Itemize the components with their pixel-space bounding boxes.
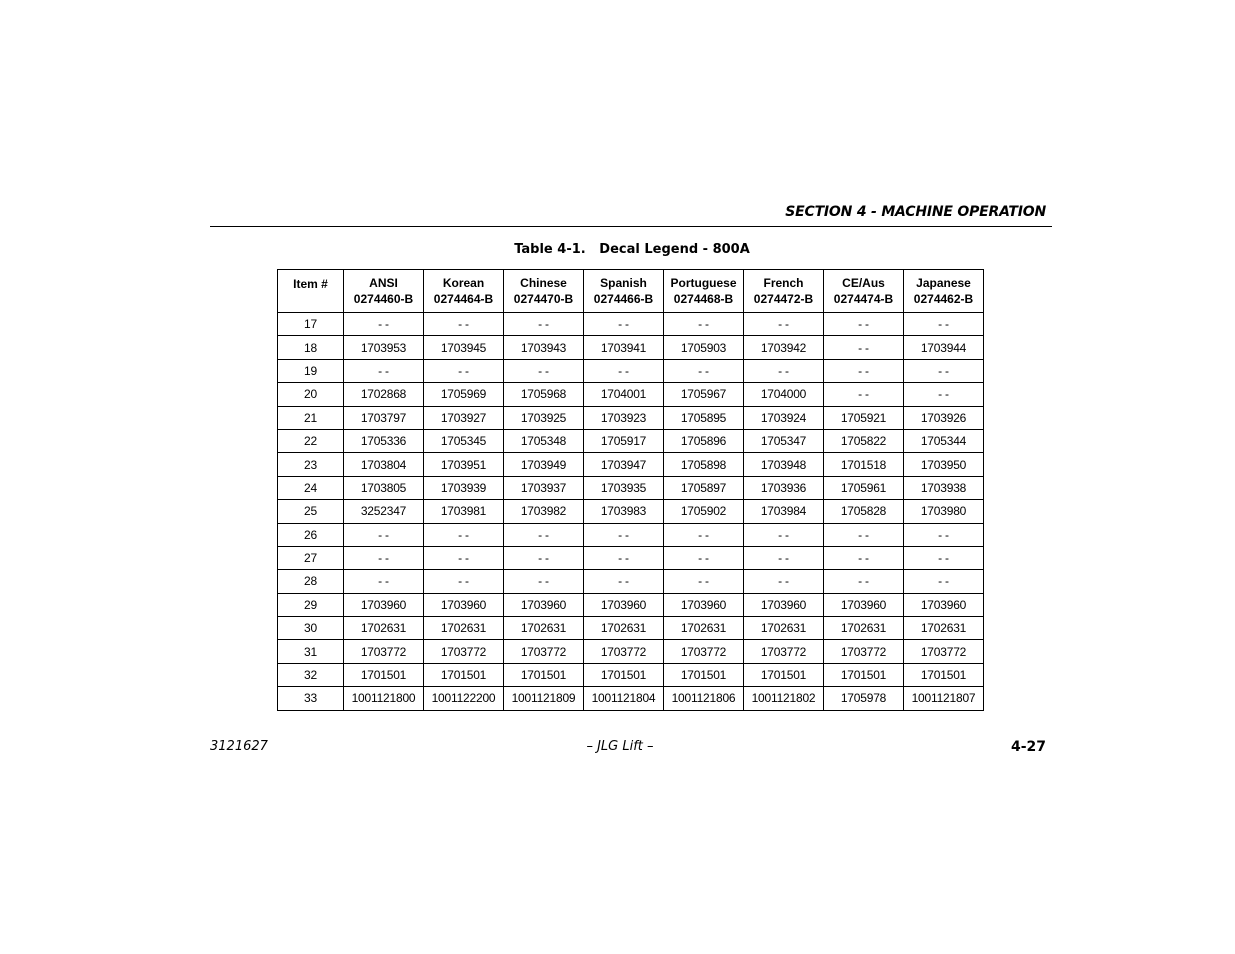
table-row <box>278 500 984 523</box>
column-header-label: ANSI <box>369 276 398 290</box>
part-number-cell: 1705961 <box>824 476 904 499</box>
part-number-cell: - - <box>904 359 984 382</box>
part-number-cell: 1705895 <box>664 406 744 429</box>
column-header-part-number: 0274474-B <box>833 292 894 306</box>
part-number-cell: 1701501 <box>424 663 504 686</box>
item-number-cell: 27 <box>278 546 344 569</box>
table-row <box>278 476 984 499</box>
part-number-cell: 1703936 <box>744 476 824 499</box>
part-number-cell: 1705344 <box>904 429 984 452</box>
item-number-cell: 23 <box>278 453 344 476</box>
part-number-cell: 1703950 <box>904 453 984 476</box>
part-number-cell: - - <box>584 570 664 593</box>
part-number-cell: 1703939 <box>424 476 504 499</box>
part-number-cell: 1705348 <box>504 429 584 452</box>
part-number-cell: 1702631 <box>584 617 664 640</box>
part-number-cell: - - <box>584 313 664 336</box>
part-number-cell: 1701501 <box>344 663 424 686</box>
part-number-cell: 1703772 <box>664 640 744 663</box>
table-row <box>278 383 984 406</box>
item-number-cell: 33 <box>278 687 344 710</box>
table-row <box>278 640 984 663</box>
part-number-cell: 1001121804 <box>584 687 664 710</box>
column-header <box>664 270 744 313</box>
item-number-cell: 17 <box>278 313 344 336</box>
part-number-cell: 1701501 <box>904 663 984 686</box>
part-number-cell: 1705345 <box>424 429 504 452</box>
table-row <box>278 663 984 686</box>
part-number-cell: - - <box>904 383 984 406</box>
footer-brand: – JLG Lift – <box>586 739 654 754</box>
column-header <box>424 270 504 313</box>
part-number-cell: 1703983 <box>584 500 664 523</box>
table-row <box>278 687 984 710</box>
part-number-cell: 1703938 <box>904 476 984 499</box>
part-number-cell: 1703925 <box>504 406 584 429</box>
part-number-cell: - - <box>584 359 664 382</box>
part-number-cell: 1703797 <box>344 406 424 429</box>
part-number-cell: 1705978 <box>824 687 904 710</box>
table-row <box>278 546 984 569</box>
column-header-part-number: 0274468-B <box>673 292 734 306</box>
item-number-cell: 19 <box>278 359 344 382</box>
part-number-cell: - - <box>504 523 584 546</box>
part-number-cell: 1701501 <box>824 663 904 686</box>
part-number-cell: 1703960 <box>824 593 904 616</box>
table-row <box>278 429 984 452</box>
part-number-cell: 1701501 <box>744 663 824 686</box>
part-number-cell: 1705347 <box>744 429 824 452</box>
part-number-cell: 1703960 <box>424 593 504 616</box>
item-number-cell: 32 <box>278 663 344 686</box>
part-number-cell: - - <box>424 359 504 382</box>
part-number-cell: 1703960 <box>584 593 664 616</box>
part-number-cell: - - <box>504 313 584 336</box>
part-number-cell: 1703951 <box>424 453 504 476</box>
part-number-cell: 1705822 <box>824 429 904 452</box>
part-number-cell: 1702631 <box>904 617 984 640</box>
part-number-cell: 1705968 <box>504 383 584 406</box>
part-number-cell: - - <box>424 546 504 569</box>
part-number-cell: 1703945 <box>424 336 504 359</box>
item-number-cell: 31 <box>278 640 344 663</box>
part-number-cell: 1001121806 <box>664 687 744 710</box>
column-header-part-number: 0274472-B <box>753 292 814 306</box>
part-number-cell: 1703982 <box>504 500 584 523</box>
part-number-cell: 1705903 <box>664 336 744 359</box>
part-number-cell: 1703942 <box>744 336 824 359</box>
part-number-cell: 1703960 <box>904 593 984 616</box>
part-number-cell: 1702868 <box>344 383 424 406</box>
part-number-cell: - - <box>904 570 984 593</box>
part-number-cell: 1703980 <box>904 500 984 523</box>
part-number-cell: 1001121800 <box>344 687 424 710</box>
part-number-cell: - - <box>664 523 744 546</box>
part-number-cell: 1703935 <box>584 476 664 499</box>
part-number-cell: 1705921 <box>824 406 904 429</box>
part-number-cell: - - <box>744 570 824 593</box>
part-number-cell: 1703943 <box>504 336 584 359</box>
part-number-cell: 1704001 <box>584 383 664 406</box>
part-number-cell: 1702631 <box>344 617 424 640</box>
column-header-part-number: 0274462-B <box>913 292 974 306</box>
part-number-cell: 3252347 <box>344 500 424 523</box>
column-header-label: Korean <box>442 276 485 290</box>
table-row <box>278 313 984 336</box>
document-number: 3121627 <box>210 739 268 754</box>
item-number-cell: 24 <box>278 476 344 499</box>
part-number-cell: - - <box>664 359 744 382</box>
part-number-cell: 1703772 <box>344 640 424 663</box>
table-body <box>278 313 984 711</box>
column-header-label: Chinese <box>520 276 567 290</box>
part-number-cell: - - <box>344 359 424 382</box>
table-row <box>278 617 984 640</box>
part-number-cell: - - <box>824 523 904 546</box>
column-header <box>584 270 664 313</box>
column-header-label: Spanish <box>600 276 647 290</box>
part-number-cell: 1703960 <box>744 593 824 616</box>
part-number-cell: - - <box>504 570 584 593</box>
part-number-cell: - - <box>504 546 584 569</box>
part-number-cell: - - <box>344 546 424 569</box>
header-row <box>278 270 984 313</box>
item-number-cell: 28 <box>278 570 344 593</box>
column-header-item <box>278 270 344 313</box>
table-row <box>278 523 984 546</box>
part-number-cell: 1703772 <box>824 640 904 663</box>
part-number-cell: 1703949 <box>504 453 584 476</box>
part-number-cell: 1703772 <box>584 640 664 663</box>
part-number-cell: 1705336 <box>344 429 424 452</box>
table-row <box>278 453 984 476</box>
part-number-cell: - - <box>744 313 824 336</box>
column-header-part-number: 0274464-B <box>433 292 494 306</box>
part-number-cell: 1703960 <box>344 593 424 616</box>
item-number-cell: 18 <box>278 336 344 359</box>
part-number-cell: 1703926 <box>904 406 984 429</box>
column-header <box>904 270 984 313</box>
part-number-cell: 1705897 <box>664 476 744 499</box>
part-number-cell: 1702631 <box>664 617 744 640</box>
part-number-cell: 1703772 <box>424 640 504 663</box>
part-number-cell: 1703960 <box>664 593 744 616</box>
part-number-cell: 1702631 <box>504 617 584 640</box>
part-number-cell: - - <box>744 523 824 546</box>
column-header-part-number: 0274466-B <box>593 292 654 306</box>
part-number-cell: 1703923 <box>584 406 664 429</box>
item-number-cell: 20 <box>278 383 344 406</box>
table-row <box>278 336 984 359</box>
part-number-cell: 1001121802 <box>744 687 824 710</box>
part-number-cell: 1703948 <box>744 453 824 476</box>
part-number-cell: - - <box>824 570 904 593</box>
part-number-cell: 1001122200 <box>424 687 504 710</box>
column-header <box>504 270 584 313</box>
part-number-cell: 1701501 <box>664 663 744 686</box>
part-number-cell: 1701501 <box>584 663 664 686</box>
column-header-part-number: 0274460-B <box>353 292 414 306</box>
table-row <box>278 359 984 382</box>
table-title: Table 4-1. Decal Legend - 800A <box>514 242 750 257</box>
part-number-cell: 1703960 <box>504 593 584 616</box>
part-number-cell: 1703984 <box>744 500 824 523</box>
part-number-cell: 1704000 <box>744 383 824 406</box>
part-number-cell: 1001121807 <box>904 687 984 710</box>
table-row <box>278 593 984 616</box>
part-number-cell: 1703981 <box>424 500 504 523</box>
part-number-cell: - - <box>904 313 984 336</box>
column-header <box>744 270 824 313</box>
part-number-cell: - - <box>584 523 664 546</box>
part-number-cell: - - <box>744 359 824 382</box>
part-number-cell: 1703947 <box>584 453 664 476</box>
item-number-cell: 30 <box>278 617 344 640</box>
part-number-cell: - - <box>504 359 584 382</box>
column-header-label: Item # <box>293 277 328 291</box>
part-number-cell: - - <box>824 383 904 406</box>
part-number-cell: 1705969 <box>424 383 504 406</box>
part-number-cell: 1705898 <box>664 453 744 476</box>
column-header-label: CE/Aus <box>842 276 885 290</box>
part-number-cell: 1703941 <box>584 336 664 359</box>
part-number-cell: - - <box>344 523 424 546</box>
part-number-cell: - - <box>824 359 904 382</box>
page-number: 4-27 <box>1010 739 1046 755</box>
part-number-cell: 1001121809 <box>504 687 584 710</box>
part-number-cell: - - <box>824 313 904 336</box>
column-header <box>824 270 904 313</box>
part-number-cell: 1701518 <box>824 453 904 476</box>
part-number-cell: - - <box>824 336 904 359</box>
item-number-cell: 21 <box>278 406 344 429</box>
column-header-label: Japanese <box>916 276 971 290</box>
part-number-cell: 1703927 <box>424 406 504 429</box>
part-number-cell: - - <box>344 570 424 593</box>
part-number-cell: 1703937 <box>504 476 584 499</box>
part-number-cell: - - <box>584 546 664 569</box>
column-header-label: French <box>763 276 804 290</box>
decal-legend-table <box>277 269 984 711</box>
part-number-cell: 1705902 <box>664 500 744 523</box>
part-number-cell: 1705967 <box>664 383 744 406</box>
part-number-cell: - - <box>424 570 504 593</box>
part-number-cell: - - <box>664 313 744 336</box>
part-number-cell: 1705896 <box>664 429 744 452</box>
part-number-cell: - - <box>744 546 824 569</box>
part-number-cell: 1703772 <box>504 640 584 663</box>
column-header <box>344 270 424 313</box>
part-number-cell: - - <box>904 523 984 546</box>
part-number-cell: - - <box>424 523 504 546</box>
column-header-part-number: 0274470-B <box>513 292 574 306</box>
part-number-cell: - - <box>664 570 744 593</box>
part-number-cell: 1703924 <box>744 406 824 429</box>
item-number-cell: 26 <box>278 523 344 546</box>
part-number-cell: - - <box>904 546 984 569</box>
part-number-cell: - - <box>824 546 904 569</box>
part-number-cell: 1703944 <box>904 336 984 359</box>
part-number-cell: 1705828 <box>824 500 904 523</box>
part-number-cell: 1702631 <box>424 617 504 640</box>
part-number-cell: 1701501 <box>504 663 584 686</box>
table-row <box>278 570 984 593</box>
part-number-cell: 1703953 <box>344 336 424 359</box>
part-number-cell: - - <box>344 313 424 336</box>
part-number-cell: - - <box>424 313 504 336</box>
part-number-cell: 1705917 <box>584 429 664 452</box>
part-number-cell: 1702631 <box>824 617 904 640</box>
item-number-cell: 22 <box>278 429 344 452</box>
table-header <box>278 270 984 313</box>
column-header-label: Portuguese <box>670 276 737 290</box>
part-number-cell: 1703805 <box>344 476 424 499</box>
part-number-cell: 1703804 <box>344 453 424 476</box>
item-number-cell: 25 <box>278 500 344 523</box>
part-number-cell: 1703772 <box>744 640 824 663</box>
part-number-cell: 1702631 <box>744 617 824 640</box>
part-number-cell: - - <box>664 546 744 569</box>
section-title: SECTION 4 - MACHINE OPERATION <box>785 204 1046 220</box>
part-number-cell: 1703772 <box>904 640 984 663</box>
header-divider <box>210 226 1052 227</box>
item-number-cell: 29 <box>278 593 344 616</box>
table-row <box>278 406 984 429</box>
